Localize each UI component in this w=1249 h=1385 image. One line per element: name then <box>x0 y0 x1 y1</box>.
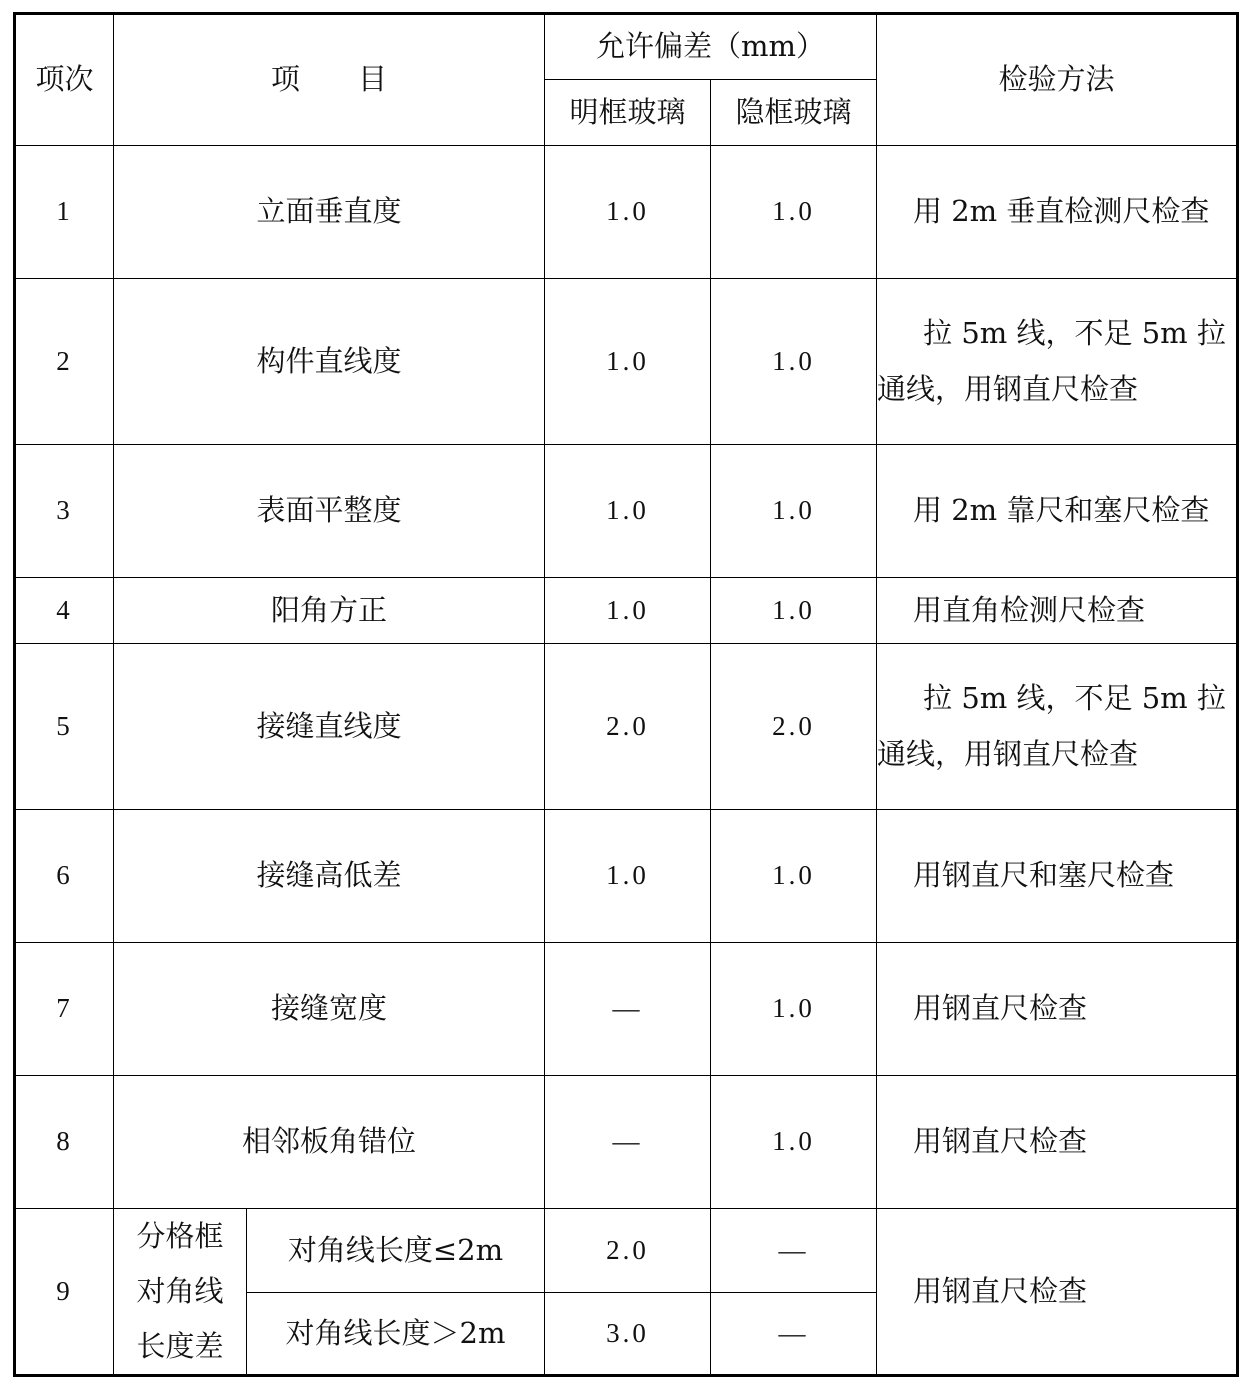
row-method-text: 用 2m 靠尺和塞尺检查 <box>913 493 1210 528</box>
row-item: 立面垂直度 <box>114 146 545 279</box>
row-index: 4 <box>15 578 114 644</box>
row-exposed-value: — <box>545 943 711 1076</box>
row-method <box>877 146 1238 279</box>
row-subitem: 对角线长度＞2m <box>247 1292 545 1376</box>
row-hidden-value: 1.0 <box>711 445 877 578</box>
row-method <box>877 1076 1238 1209</box>
table-row <box>15 578 1238 644</box>
header-exposed-frame: 明框玻璃 <box>545 80 711 146</box>
header-index: 项次 <box>15 14 114 146</box>
row-exposed-value: 2.0 <box>545 1209 711 1293</box>
row-method <box>877 1209 1238 1376</box>
row-index: 9 <box>15 1209 114 1376</box>
row-method-text: 用直角检测尺检查 <box>913 592 1146 627</box>
row-index: 5 <box>15 644 114 810</box>
row-hidden-value: 2.0 <box>711 644 877 810</box>
table-row <box>15 644 1238 810</box>
row-index: 6 <box>15 810 114 943</box>
row-item: 接缝宽度 <box>114 943 545 1076</box>
header-method: 检验方法 <box>877 14 1238 146</box>
row-method-text: 拉 5m 线，不足 5m 拉通线，用钢直尺检查 <box>877 316 1226 406</box>
table-row <box>15 146 1238 279</box>
row-method-text: 用 2m 垂直检测尺检查 <box>913 194 1210 229</box>
row-hidden-value: — <box>711 1209 877 1293</box>
row-exposed-value: 2.0 <box>545 644 711 810</box>
row-index: 7 <box>15 943 114 1076</box>
row-method-text: 用钢直尺检查 <box>913 1274 1088 1309</box>
table-row <box>15 1209 1238 1293</box>
row-hidden-value: 1.0 <box>711 943 877 1076</box>
row-hidden-value: 1.0 <box>711 1076 877 1209</box>
header-hidden-frame: 隐框玻璃 <box>711 80 877 146</box>
tolerance-table <box>13 12 1239 1377</box>
table-row <box>15 943 1238 1076</box>
row-hidden-value: — <box>711 1292 877 1376</box>
row-subitem: 对角线长度≤2m <box>247 1209 545 1293</box>
row-item: 阳角方正 <box>114 578 545 644</box>
row-index: 3 <box>15 445 114 578</box>
row-method-text: 用钢直尺检查 <box>913 1124 1088 1159</box>
row-method <box>877 810 1238 943</box>
row-hidden-value: 1.0 <box>711 578 877 644</box>
row-item: 构件直线度 <box>114 279 545 445</box>
table-row <box>15 445 1238 578</box>
row-method-text: 拉 5m 线，不足 5m 拉通线，用钢直尺检查 <box>877 681 1226 771</box>
row-index: 2 <box>15 279 114 445</box>
row-method <box>877 644 1238 810</box>
row-hidden-value: 1.0 <box>711 810 877 943</box>
row-hidden-value: 1.0 <box>711 146 877 279</box>
row-exposed-value: 1.0 <box>545 146 711 279</box>
row-item: 接缝高低差 <box>114 810 545 943</box>
table-row <box>15 810 1238 943</box>
header-tolerance: 允许偏差（mm） <box>545 14 877 80</box>
row-item: 相邻板角错位 <box>114 1076 545 1209</box>
row-method <box>877 279 1238 445</box>
row-exposed-value: 1.0 <box>545 279 711 445</box>
row-group-label: 分格框对角线长度差 <box>114 1209 247 1376</box>
row-method <box>877 445 1238 578</box>
row-index: 8 <box>15 1076 114 1209</box>
row-item: 表面平整度 <box>114 445 545 578</box>
row-method-text: 用钢直尺检查 <box>913 991 1088 1026</box>
row-exposed-value: — <box>545 1076 711 1209</box>
row-method-text: 用钢直尺和塞尺检查 <box>913 858 1175 893</box>
row-item: 接缝直线度 <box>114 644 545 810</box>
row-hidden-value: 1.0 <box>711 279 877 445</box>
row-method <box>877 943 1238 1076</box>
table-row <box>15 1076 1238 1209</box>
row-index: 1 <box>15 146 114 279</box>
row-method <box>877 578 1238 644</box>
row-exposed-value: 1.0 <box>545 445 711 578</box>
header-item: 项 目 <box>114 14 545 146</box>
row-exposed-value: 1.0 <box>545 810 711 943</box>
row-exposed-value: 1.0 <box>545 578 711 644</box>
table-row <box>15 279 1238 445</box>
row-exposed-value: 3.0 <box>545 1292 711 1376</box>
